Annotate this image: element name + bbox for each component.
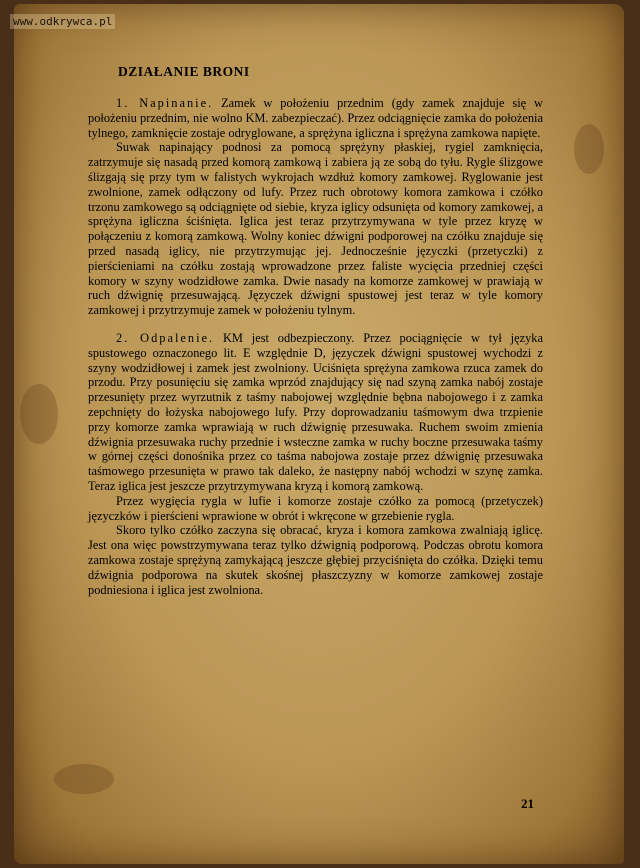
watermark: www.odkrywca.pl <box>10 14 115 29</box>
page-title: DZIAŁANIE BRONI <box>118 64 250 79</box>
paper-stain <box>574 124 604 174</box>
paragraph <box>88 96 543 140</box>
section-heading: 1. Napinanie. <box>116 96 214 110</box>
paragraph-text: KM jest odbezpieczony. Przez pociągnięcie w tył języka spustowego oznaczonego lit. E względnie D, języczek dźwigni spustowej wychodzi z szyny wodzidłowej i zamek jest zwolniony. Uciśnięta sprężyna zamkowa rzuca zamek do przodu. Przy posunięciu się zamka wprzód znajdujący się nad szyną zamka nabój zostaje przesunięty przez wyrzutnik z taśmy nabojowej względnie bębna nabojowego i z zamka zepchnięty do łożyska nabojowego lufy. Przy doprowadzaniu taśmowym dwa trzpienie przy komorze zamka wprawiają w ruch dźwignię przesuwaka. Ruchem swoim zmienia dźwignia przesuwaka ruchy przednie i wsteczne zamka w ruchy boczne przesuwaka taśmy w górnej części donośnika przez co taśma nabojowa zostaje przez dźwignię przesuwaka taśmowego przesunięta w prawo tak daleko, że następny nabój wchodzi w szynę zamka. Teraz iglica jest jeszcze przytrzymywana kryzą i komorą zamkową. <box>88 330 543 493</box>
page-number: 21 <box>521 796 534 811</box>
paragraph <box>88 331 543 494</box>
body-text <box>88 96 543 597</box>
paragraph-text: Zamek w położeniu przednim (gdy zamek znajduje się w położeniu przednim, nie wolno KM. zabezpieczać). Przez odciągnięcie zamka do położenia tylnego, zamknięcie zostaje odryglowane, a sprężyna igliczna i sprężyna zamkowa napięte. <box>88 96 543 140</box>
paper-stain <box>20 384 58 444</box>
paragraph: Przez wygięcia rygla w lufie i komorze zostaje czółko za pomocą (przetyczek) języczków i pierścieni wprawione w obrót i wkręcone w grzebienie rygla. <box>88 493 543 523</box>
paragraph: Skoro tylko czółko zaczyna się obracać, kryza i komora zamkowa zwalniają iglicę. Jest ona więc powstrzymywana teraz tylko dźwignią podporową. Podczas obrotu komora zamkowa zostaje sprężyną zamykającą jeszcze głębiej przyciśnięta do czółka. Dzięki temu dźwignia podporowa na skutek skośnej płaszczyzny w komorze zamkowej zostaje podniesiona i iglica jest zwolniona. <box>88 523 543 597</box>
paragraph: Suwak napinający podnosi za pomocą sprężyny płaskiej, rygiel zamknięcia, zatrzymuje się nasadą przed komorą zamkową i zabiera ją ze sobą do tyłu. Rygle ślizgowe ślizgają się przy tym w falistych wykrojach wzdłuż komory zamkowej. Ryglowanie jest zwolnione, zamek odłączony od lufy. Przez ruch obrotowy komora zamkowa i czółko trzonu zamkowego są odciągnięte od siebie, kryza iglicy odsunięta od komory zamkowej, a sprężyna igliczna ściśnięta. Iglica jest teraz przytrzymywana w tyle przez kryzę w połączeniu z komorą zamkową. Wolny koniec dźwigni podporowej na czółku znajduje się przed nasadą iglicy, nie przytrzymując jej. Jednocześnie języczki (przetyczki) z pierścieniami na czółku zostają wprowadzone przez faliste wycięcia przedniej części komory w szyny wodzidłowe zamka. Dwie nasady na komorze zamkowej w prawiają w ruch dźwignię przesuwającą. Języczek dźwigni spustowej jest teraz w tyle komory zamkowej i przytrzymuje zamek w położeniu tylnym. <box>88 140 543 318</box>
section-heading: 2. Odpalenie. <box>116 330 215 345</box>
paper-stain <box>54 764 114 794</box>
